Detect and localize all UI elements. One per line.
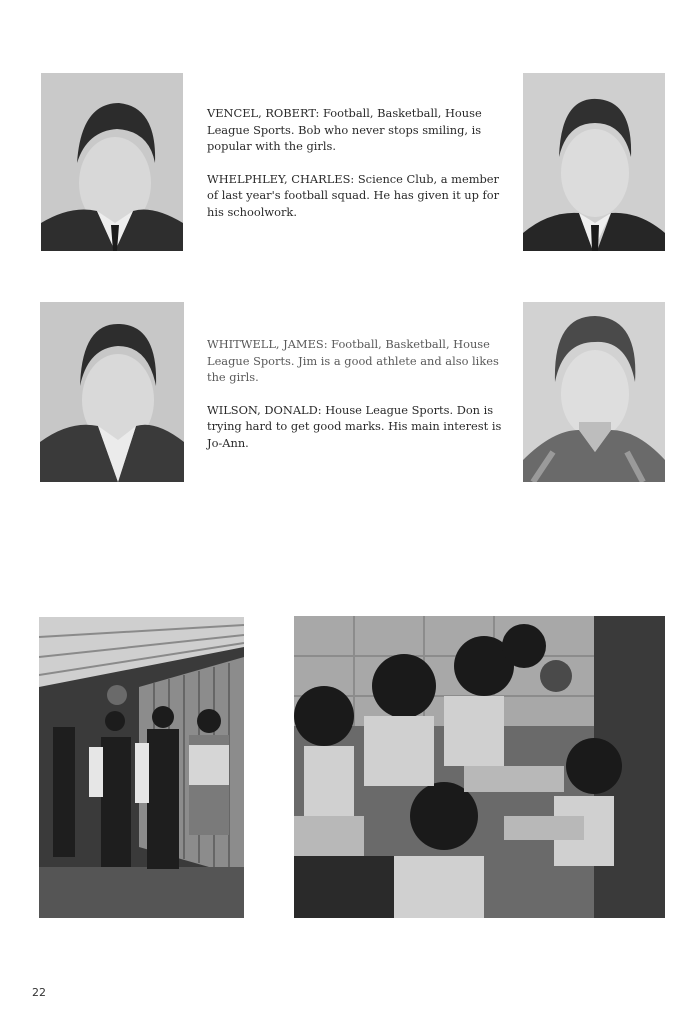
- portrait-vencel: [41, 73, 183, 251]
- portrait-whitwell: [40, 302, 184, 482]
- bio-vencel: VENCEL, ROBERT: Football, Basketball, House League Sports. Bob who never stops smiling, is popular with the girls.: [207, 106, 482, 153]
- candid-photo-hallway: [39, 617, 244, 918]
- bio-whitwell: WHITWELL, JAMES: Football, Basketball, House League Sports. Jim is a good athlete and also likes the girls.: [207, 337, 499, 384]
- bio-whelphley: WHELPHLEY, CHARLES: Science Club, a member of last year's football squad. He has given it up for his schoolwork.: [207, 171, 500, 219]
- bio-block-top: [207, 105, 507, 236]
- portrait-whelphley: [523, 73, 665, 251]
- page-number: 22: [32, 986, 46, 999]
- candid-photo-team: [294, 616, 665, 918]
- bio-wilson: WILSON, DONALD: House League Sports. Don is trying hard to get good marks. His main interest is Jo-Ann.: [207, 402, 502, 450]
- bio-block-bottom: [207, 336, 507, 467]
- portrait-wilson: [523, 302, 665, 482]
